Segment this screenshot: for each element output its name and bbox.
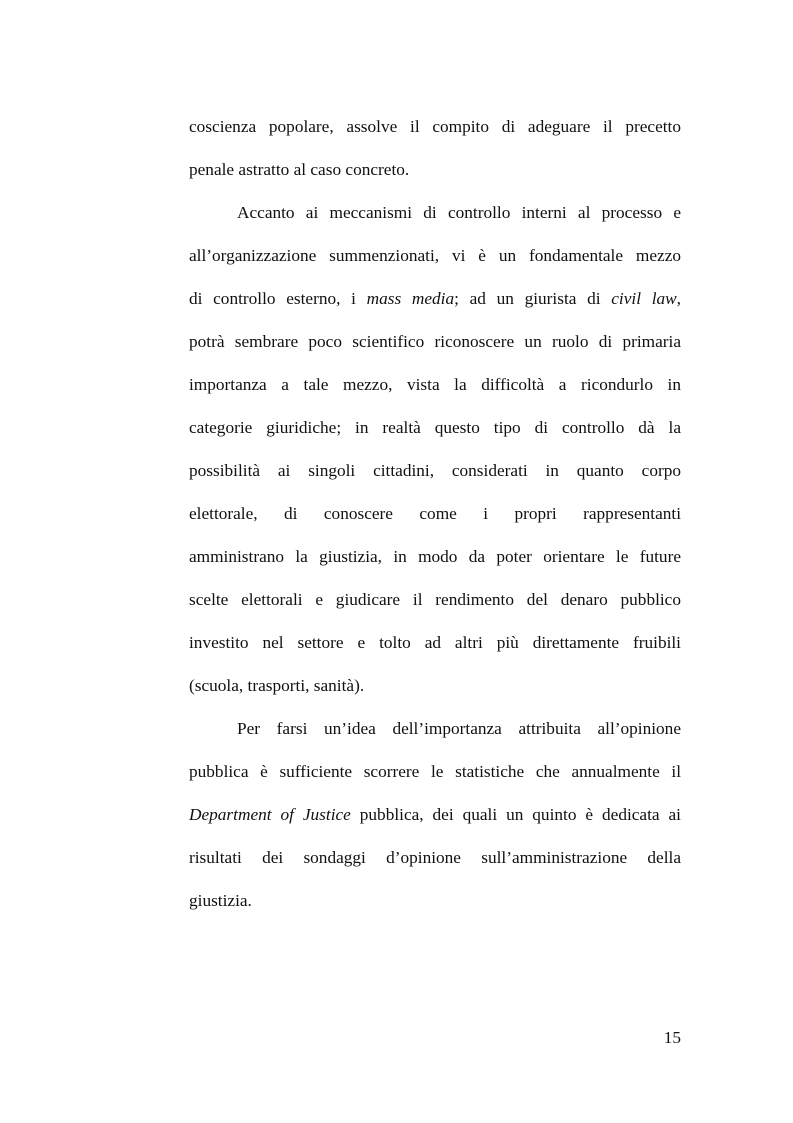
italic-term-department-of-justice: Department of Justice xyxy=(189,805,351,824)
text-line: amministrano la giustizia, in modo da poter orientare le future xyxy=(189,547,681,566)
paragraph-opinion xyxy=(189,707,681,922)
text-line: penale astratto al caso concreto. xyxy=(189,160,410,179)
text-line: investito nel settore e tolto ad altri più direttamente fruibili xyxy=(189,633,681,652)
text-run: pubblica, dei quali un quinto è dedicata ai xyxy=(350,805,681,824)
text-line: (scuola, trasporti, sanità). xyxy=(189,676,365,695)
text-line: Accanto ai meccanismi di controllo interni al processo e xyxy=(237,203,681,222)
text-line: pubblica è sufficiente scorrere le statistiche che annualmente il xyxy=(189,762,681,781)
text-run: ; ad un giurista di xyxy=(454,289,612,308)
text-line xyxy=(189,277,681,320)
italic-term-mass-media: mass media xyxy=(366,289,455,308)
text-line: giustizia. xyxy=(189,891,252,910)
text-line: Per farsi un’idea dell’importanza attribuita all’opinione xyxy=(237,719,681,738)
text-run: di controllo esterno, i xyxy=(189,289,367,308)
paragraph-mass-media xyxy=(189,191,681,707)
text-line: all’organizzazione summenzionati, vi è un fondamentale mezzo xyxy=(189,246,681,265)
text-line: potrà sembrare poco scientifico riconoscere un ruolo di primaria xyxy=(189,332,681,351)
text-line: importanza a tale mezzo, vista la difficoltà a ricondurlo in xyxy=(189,375,681,394)
text-line: categorie giuridiche; in realtà questo tipo di controllo dà la xyxy=(189,418,681,437)
body-text xyxy=(189,105,681,922)
text-line: possibilità ai singoli cittadini, considerati in quanto corpo xyxy=(189,461,681,480)
italic-term-civil-law: civil law xyxy=(611,289,677,308)
text-line: coscienza popolare, assolve il compito di adeguare il precetto xyxy=(189,117,681,136)
paragraph-continued xyxy=(189,105,681,191)
text-line: risultati dei sondaggi d’opinione sull’amministrazione della xyxy=(189,848,681,867)
text-line: elettorale, di conoscere come i propri rappresentanti xyxy=(189,504,681,523)
text-line xyxy=(189,793,681,836)
text-line: scelte elettorali e giudicare il rendimento del denaro pubblico xyxy=(189,590,681,609)
page-number: 15 xyxy=(663,1028,681,1047)
text-run: , xyxy=(676,289,681,308)
